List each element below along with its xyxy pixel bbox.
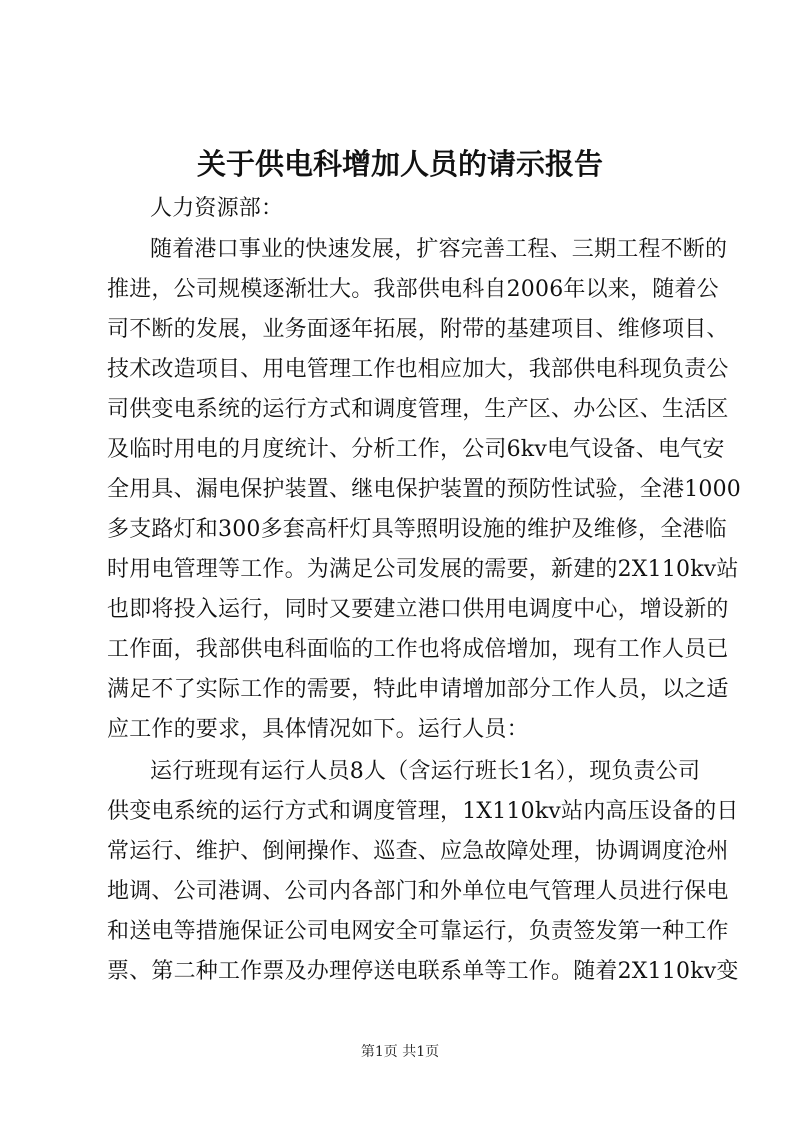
paragraph-line: 常运行、维护、倒闸操作、巡查、应急故障处理，协调调度沧州 — [107, 839, 729, 864]
paragraph-line: 票、第二种工作票及办理停送电联系单等工作。随着2X110kv变 — [107, 959, 739, 984]
paragraph-line: 满足不了实际工作的需要，特此申请增加部分工作人员，以之适 — [107, 677, 729, 702]
paragraph-line: 地调、公司港调、公司内各部门和外单位电气管理人员进行保电 — [107, 879, 729, 904]
document-title: 关于供电科增加人员的请示报告 — [196, 147, 603, 181]
paragraph-line: 技术改造项目、用电管理工作也相应加大，我部供电科现负责公 — [107, 357, 729, 382]
paragraph-line: 及临时用电的月度统计、分析工作，公司6kv电气设备、电气安 — [107, 437, 725, 462]
paragraph-line: 全用具、漏电保护装置、继电保护装置的预防性试验，全港1000 — [107, 477, 741, 502]
salutation: 人力资源部： — [150, 196, 284, 221]
paragraph-line: 司不断的发展，业务面逐年拓展，附带的基建项目、维修项目、 — [107, 317, 729, 342]
paragraph-line: 推进，公司规模逐渐壮大。我部供电科自2006年以来，随着公 — [107, 277, 719, 302]
paragraph-line: 也即将投入运行，同时又要建立港口供用电调度中心，增设新的 — [107, 597, 729, 622]
paragraph-line: 工作面，我部供电科面临的工作也将成倍增加，现有工作人员已 — [107, 637, 729, 662]
paragraph-line: 运行班现有运行人员8人（含运行班长1名），现负责公司 — [150, 759, 701, 784]
paragraph-line: 和送电等措施保证公司电网安全可靠运行，负责签发第一种工作 — [107, 919, 729, 944]
paragraph-line: 时用电管理等工作。为满足公司发展的需要，新建的2X110kv站 — [107, 557, 739, 582]
page-footer: 第1页 共1页 — [360, 1044, 440, 1060]
paragraph-line: 随着港口事业的快速发展，扩容完善工程、三期工程不断的 — [150, 237, 728, 262]
paragraph-line: 供变电系统的运行方式和调度管理，1X110kv站内高压设备的日 — [107, 799, 739, 824]
paragraph-line: 应工作的要求，具体情况如下。运行人员： — [107, 717, 529, 742]
paragraph-line: 司供变电系统的运行方式和调度管理，生产区、办公区、生活区 — [107, 397, 729, 422]
paragraph-line: 多支路灯和300多套高杆灯具等照明设施的维护及维修，全港临 — [107, 517, 727, 542]
